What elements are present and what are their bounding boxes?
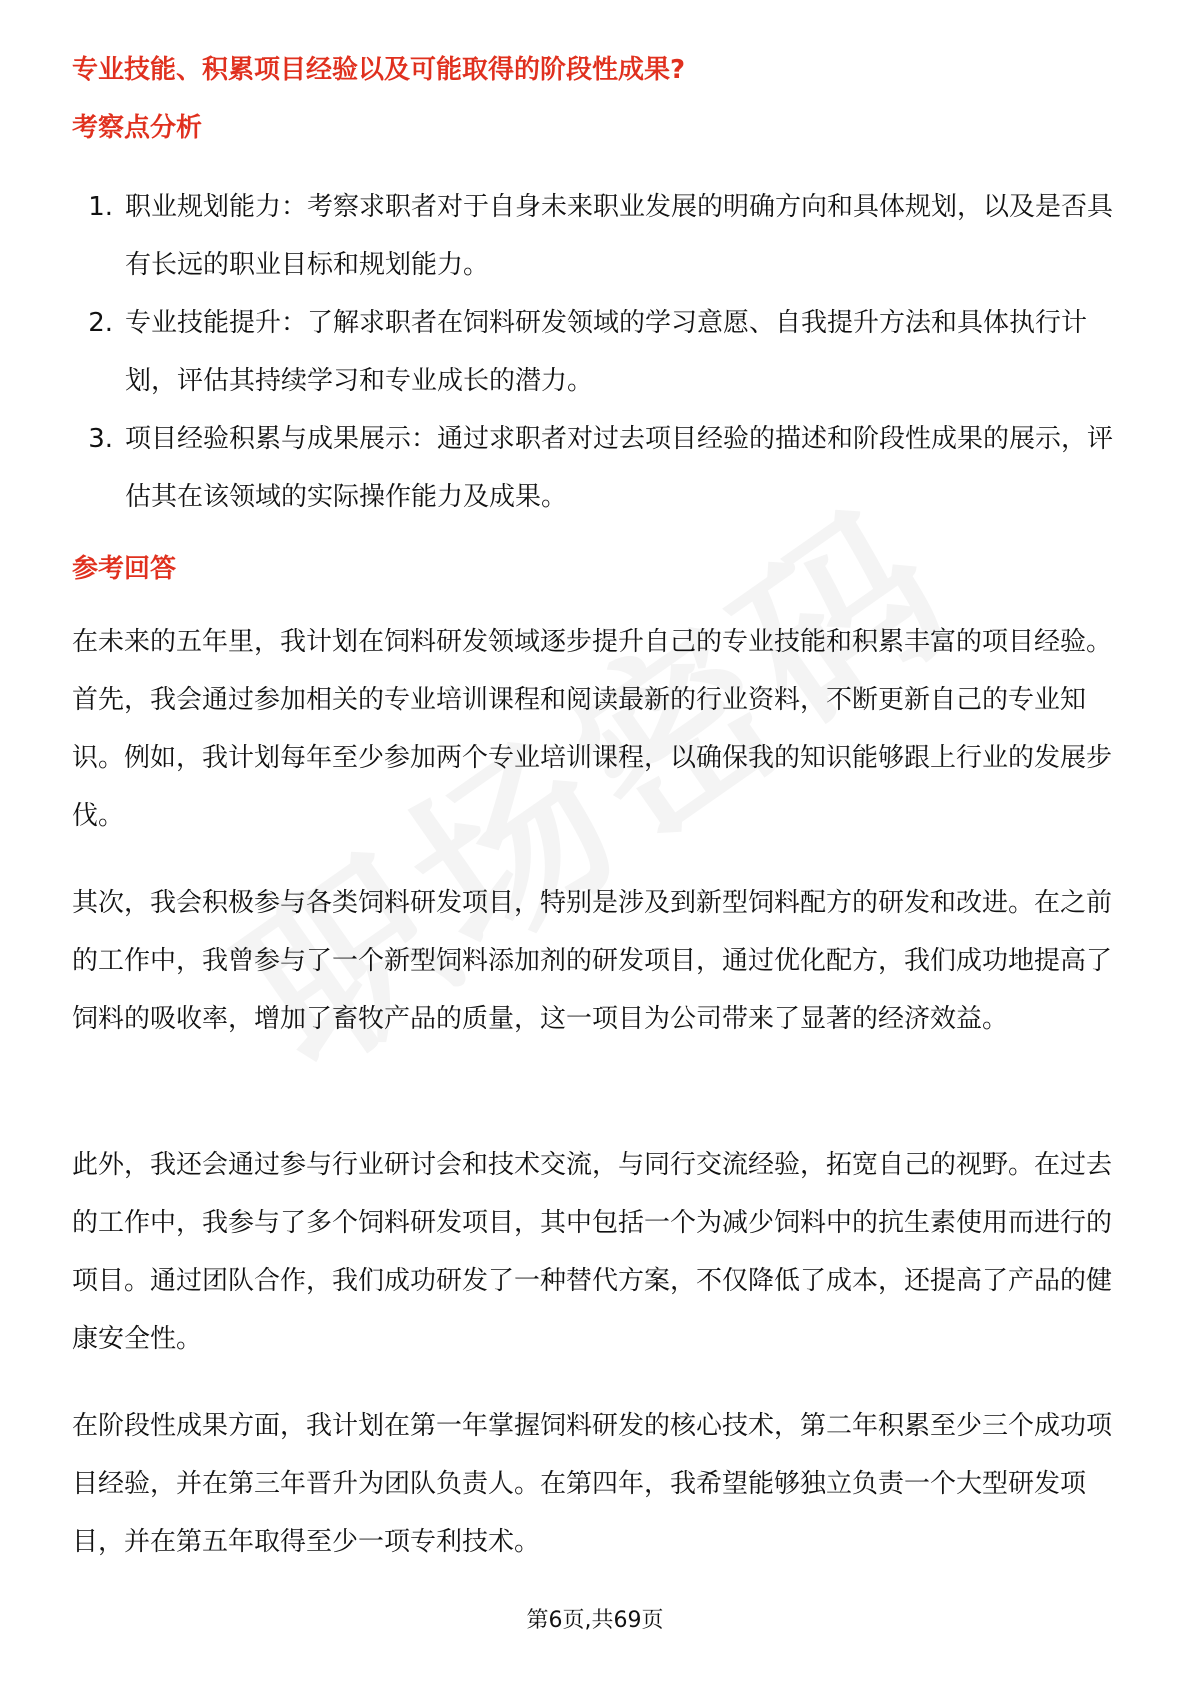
list-item [72,294,1122,410]
page-number-footer: 第6页,共69页 [526,1608,664,1633]
list-item-number: 3. [88,424,113,454]
list-item [72,410,1122,526]
list-item-text: 职业规划能力：考察求职者对于自身未来职业发展的明确方向和具体规划，以及是否具有长远的职业目标和规划能力。 [125,192,1114,280]
list-item-number: 1. [88,192,113,222]
list-item-text: 项目经验积累与成果展示：通过求职者对过去项目经验的描述和阶段性成果的展示，评估其在该领域的实际操作能力及成果。 [125,424,1114,512]
analysis-list [72,178,1122,526]
answer-paragraph-1: 在未来的五年里，我计划在饲料研发领域逐步提升自己的专业技能和积累丰富的项目经验。首先，我会通过参加相关的专业培训课程和阅读最新的行业资料，不断更新自己的专业知识。例如，我计划每年至少参加两个专业培训课程，以确保我的知识能够跟上行业的发展步伐。 [72,627,1113,831]
list-item [72,178,1122,294]
answer-paragraph-4: 在阶段性成果方面，我计划在第一年掌握饲料研发的核心技术，第二年积累至少三个成功项目经验，并在第三年晋升为团队负责人。在第四年，我希望能够独立负责一个大型研发项目，并在第五年取得至少一项专利技术。 [72,1411,1113,1557]
question-heading: 专业技能、积累项目经验以及可能取得的阶段性成果? [72,55,686,85]
answer-heading: 参考回答 [72,554,177,584]
answer-paragraph-3: 此外，我还会通过参与行业研讨会和技术交流，与同行交流经验，拓宽自己的视野。在过去的工作中，我参与了多个饲料研发项目，其中包括一个为减少饲料中的抗生素使用而进行的项目。通过团队合作，我们成功研发了一种替代方案，不仅降低了成本，还提高了产品的健康安全性。 [72,1150,1113,1354]
list-item-number: 2. [88,308,113,338]
list-item-text: 专业技能提升：了解求职者在饲料研发领域的学习意愿、自我提升方法和具体执行计划，评估其持续学习和专业成长的潜力。 [125,308,1088,396]
analysis-heading: 考察点分析 [72,113,203,143]
answer-paragraph-2: 其次，我会积极参与各类饲料研发项目，特别是涉及到新型饲料配方的研发和改进。在之前的工作中，我曾参与了一个新型饲料添加剂的研发项目，通过优化配方，我们成功地提高了饲料的吸收率，增加了畜牧产品的质量，这一项目为公司带来了显著的经济效益。 [72,888,1113,1034]
